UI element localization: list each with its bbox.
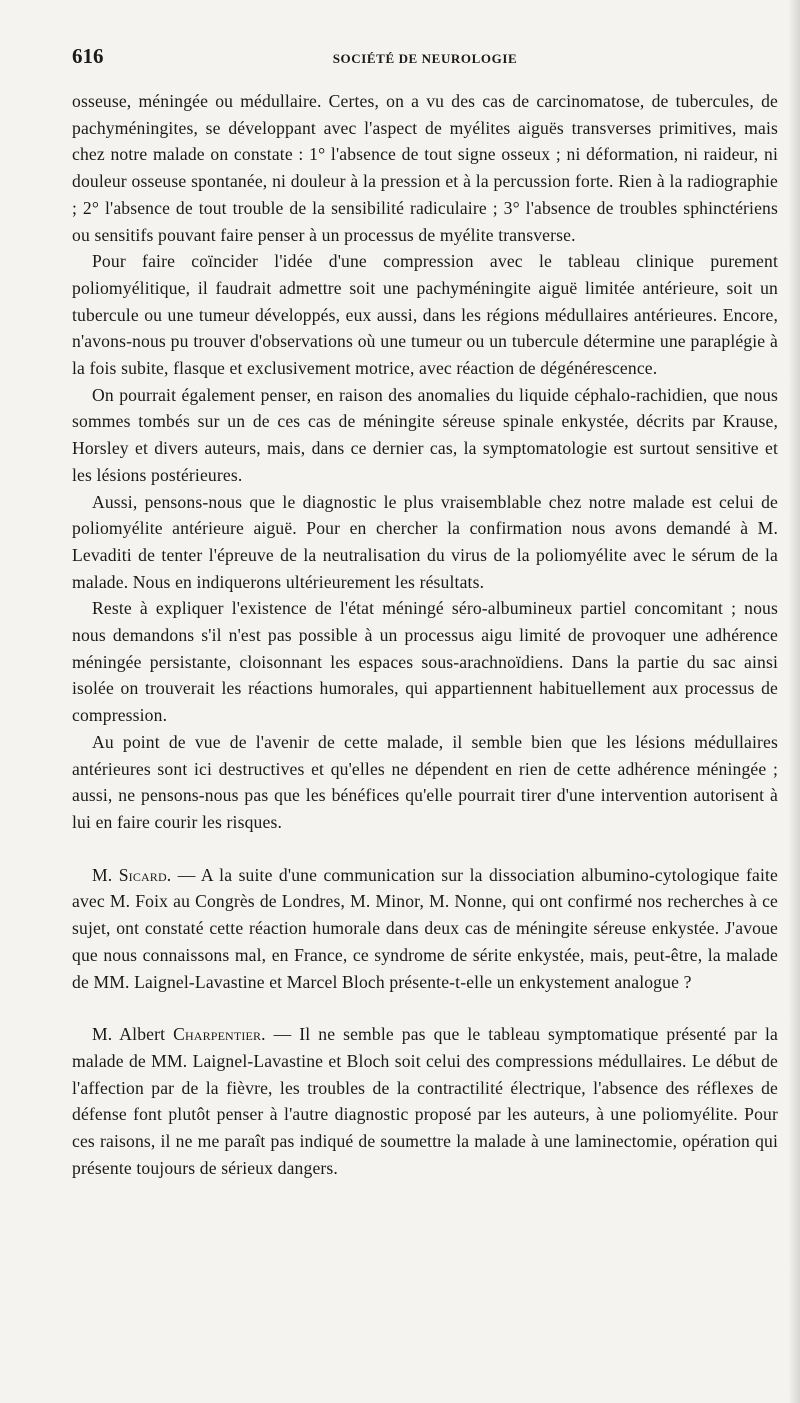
paragraph: Aussi, pensons-nous que le diagnostic le plus vraisemblable chez notre malade est celui de poliomyélite antérieure aiguë. Pour en chercher la confirmation nous avons demandé à M. Levaditi de tenter l'épreuve de la neutralisation du virus de la poliomyélite avec le sérum de la malade. Nous en indiquerons ultérieurement les résultats. (72, 491, 778, 592)
page-header (72, 38, 778, 72)
paragraph: Pour faire coïncider l'idée d'une compression avec le tableau clinique purement poliomyélitique, il faudrait admettre soit une pachyméningite aiguë limitée antérieure, soit un tubercule ou une tumeur développés, eux aussi, dans les régions médullaires antérieures. Encore, n'avons-nous pu trouver d'observations où une tumeur ou un tubercule détermine une paraplégie à la fois subite, flasque et exclusivement motrice, avec réaction de dégénérescence. (72, 251, 778, 379)
paragraph: Au point de vue de l'avenir de cette malade, il semble bien que les lésions médullaires antérieures sont ici destructives et qu'elles ne dépendent en rien de cette adhérence méningée ; aussi, ne pensons-nous pas que les bénéfices qu'elle pourrait tirer d'une intervention autorisent à lui en faire courir les risques. (72, 731, 778, 832)
paragraph: osseuse, méningée ou médullaire. Certes, on a vu des cas de carcinomatose, de tubercules, de pachyméningites, se développant avec l'aspect de myélites aiguës transverses primitives, mais chez notre malade on constate : 1° l'absence de tout signe osseux ; ni déformation, ni raideur, ni douleur osseuse spontanée, ni douleur à la pression et à la percussion forte. Rien à la radiographie ; 2° l'absence de tout trouble de la sensibilité radiculaire ; 3° l'absence de troubles sphinctériens ou sensitifs pouvant faire penser à un processus de myélite transverse. (72, 91, 778, 245)
speaker-prefix: M. (92, 864, 119, 885)
discussion-text: . — Il ne semble pas que le tableau symptomatique présenté par la malade de MM. Laignel-Lavastine et Bloch soit celui des compressions médullaires. Le début de l'affection par de la fièvre, les troubles de la contractilité électrique, l'absence des réflexes de défense font plutôt penser à l'autre diagnostic proposé par les auteurs, à une poliomyélite. Pour ces raisons, il ne me paraît pas indiqué de soumettre la malade à une laminectomie, opération qui présente toujours de sérieux dangers. (72, 1024, 778, 1178)
body-text (72, 88, 778, 1181)
paragraph: On pourrait également penser, en raison des anomalies du liquide céphalo-rachidien, que nous sommes tombés sur un de ces cas de méningite séreuse spinale enkystée, décrits par Krause, Horsley et divers auteurs, mais, dans ce dernier cas, la symptomatologie est surtout sensitive et les lésions postérieures. (72, 384, 778, 485)
discussion-text: . — A la suite d'une communication sur la dissociation albumino-cytologique faite avec M. Foix au Congrès de Londres, M. Minor, M. Nonne, qui ont confirmé nos recherches à ce sujet, ont constaté cette réaction humorale dans deux cas de méningite séreuse enkystée. J'avoue que nous connaissons mal, en France, ce syndrome de sérite enkystée, mais, peut-être, la malade de MM. Laignel-Lavastine et Marcel Bloch présente-t-elle un enkystement analogue ? (72, 864, 779, 992)
speaker-prefix: M. Albert (92, 1024, 174, 1045)
speaker-name: Charpentier (173, 1024, 262, 1045)
speaker-name: Sicard (118, 864, 167, 885)
page-number: 616 (72, 44, 104, 68)
discussion-paragraph-charpentier (72, 1021, 778, 1181)
discussion-paragraph-sicard (72, 862, 778, 996)
paragraph: Reste à expliquer l'existence de l'état méningé séro-albumineux partiel concomitant ; nous nous demandons s'il n'est pas possible à un processus aigu limité de provoquer une adhérence méningée persistante, cloisonnant les espaces sous-arachnoïdiens. Dans la partie du sac ainsi isolée on trouverait les réactions humorales, qui appartiennent habituellement aux processus de compression. (72, 598, 778, 726)
document-page (72, 38, 778, 1181)
page-edge-shadow (788, 0, 800, 1403)
running-head: SOCIÉTÉ DE NEUROLOGIE (332, 51, 518, 66)
